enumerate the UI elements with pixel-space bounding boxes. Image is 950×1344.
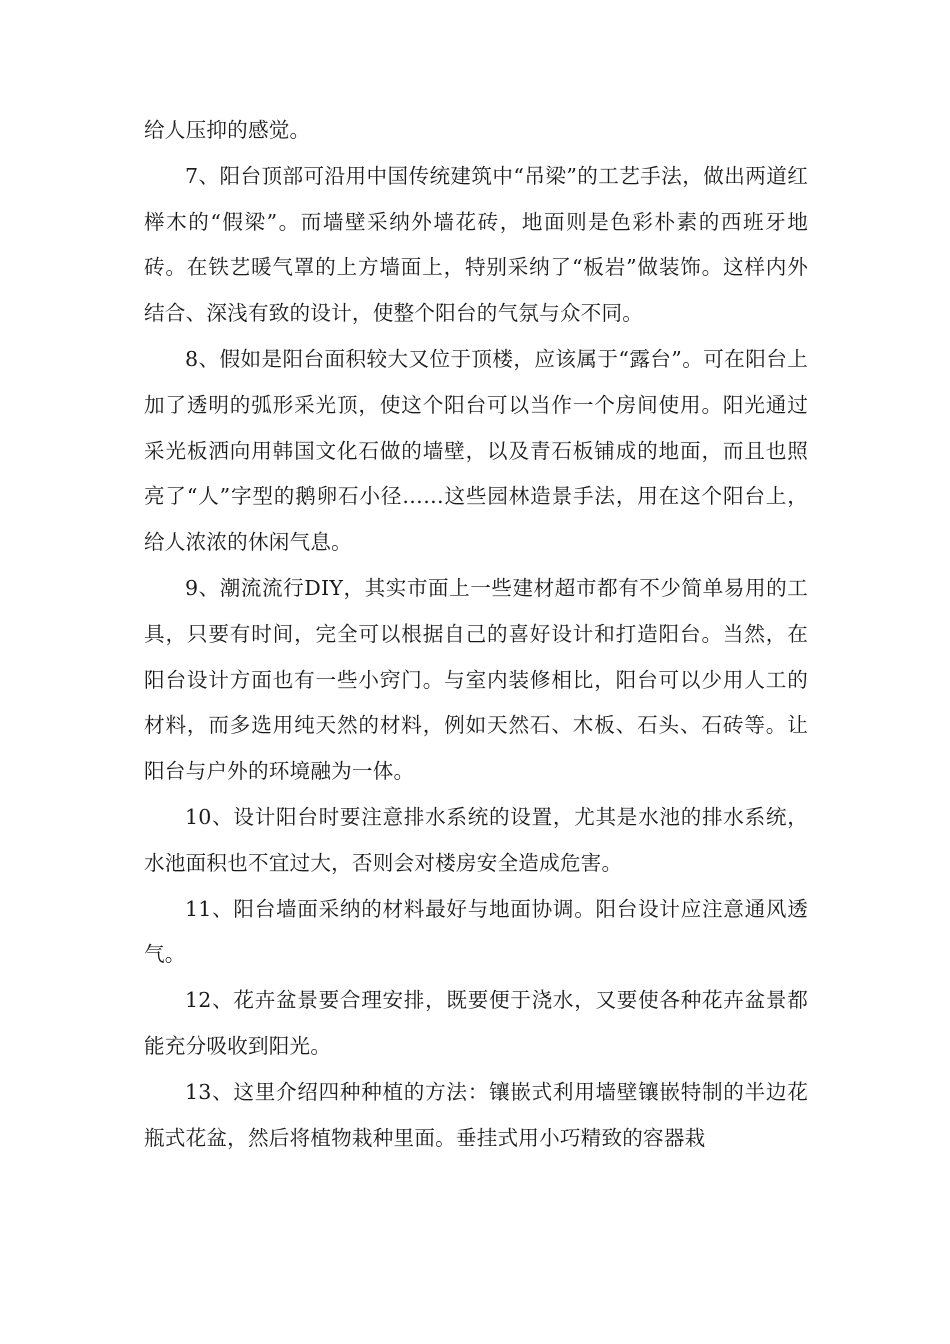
paragraph-item-13: 13、这里介绍四种种植的方法：镶嵌式利用墙壁镶嵌特制的半边花瓶式花盆，然后将植物栽种里面。垂挂式用小巧精致的容器栽 bbox=[144, 1079, 808, 1150]
paragraph-continuation: 给人压抑的感觉。 bbox=[144, 118, 311, 142]
paragraph-item-10: 10、设计阳台时要注意排水系统的设置，尤其是水池的排水系统，水池面积也不宜过大，否则会对楼房安全造成危害。 bbox=[144, 804, 808, 875]
paragraph-item-11: 11、阳台墙面采纳的材料最好与地面协调。阳台设计应注意通风透气。 bbox=[144, 896, 808, 967]
paragraph-item-9: 9、潮流流行DIY，其实市面上一些建材超市都有不少简单易用的工具，只要有时间，完全可以根据自己的喜好设计和打造阳台。当然，在阳台设计方面也有一些小窍门。与室内装修相比，阳台可以少用人工的材料，而多选用纯天然的材料，例如天然石、木板、石头、石砖等。让阳台与户外的环境融为一体。 bbox=[144, 575, 808, 784]
paragraph-item-12: 12、花卉盆景要合理安排，既要便于浇水，又要使各种花卉盆景都能充分吸收到阳光。 bbox=[144, 988, 808, 1058]
document-body bbox=[144, 108, 808, 1161]
paragraph-item-8: 8、假如是阳台面积较大又位于顶楼，应该属于“露台”。可在阳台上加了透明的弧形采光顶，使这个阳台可以当作一个房间使用。阳光通过采光板洒向用韩国文化石做的墙壁，以及青石板铺成的地面，而且也照亮了“人”字型的鹅卵石小径……这些园林造景手法，用在这个阳台上，给人浓浓的休闲气息。 bbox=[144, 346, 808, 555]
paragraph-item-7: 7、阳台顶部可沿用中国传统建筑中“吊梁”的工艺手法，做出两道红榉木的“假梁”。而墙壁采纳外墙花砖，地面则是色彩朴素的西班牙地砖。在铁艺暖气罩的上方墙面上，特别采纳了“板岩”做装饰。这样内外结合、深浅有致的设计，使整个阳台的气氛与众不同。 bbox=[144, 163, 808, 326]
